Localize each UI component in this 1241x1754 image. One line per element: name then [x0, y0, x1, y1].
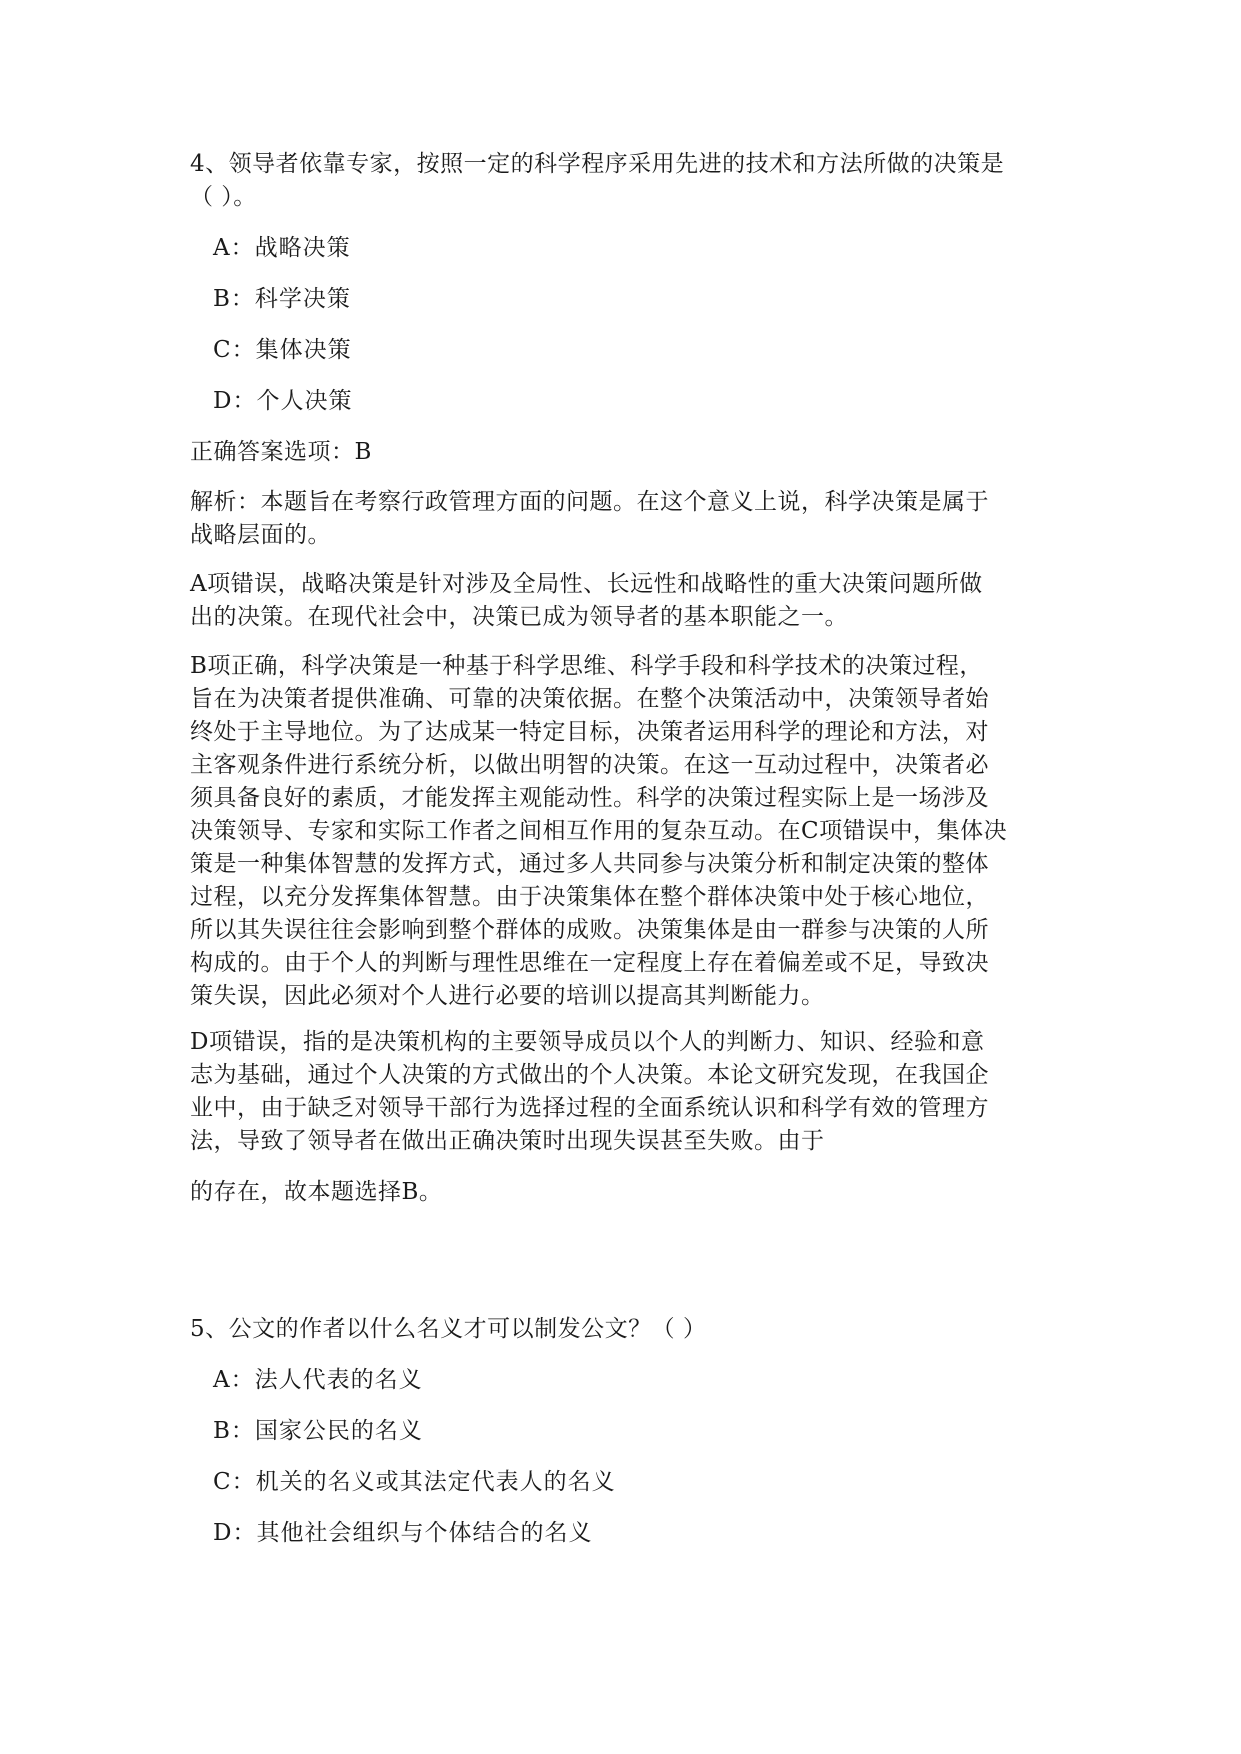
explanation-line: 法，导致了领导者在做出正确决策时出现失误甚至失败。由于 [190, 1128, 825, 1154]
question-5-text: 5、公文的作者以什么名义才可以制发公文？（ ） [190, 1316, 707, 1342]
explanation-line: D项错误，指的是决策机构的主要领导成员以个人的判断力、知识、经验和意 [190, 1029, 985, 1055]
explanation-line: 策是一种集体智慧的发挥方式，通过多人共同参与决策分析和制定决策的整体 [190, 851, 989, 877]
explanation-line: 决策领导、专家和实际工作者之间相互作用的复杂互动。在C项错误中，集体决 [190, 818, 1008, 844]
explanation-line: A项错误，战略决策是针对涉及全局性、长远性和战略性的重大决策问题所做 [190, 571, 983, 597]
explanation-line: 所以其失误往往会影响到整个群体的成败。决策集体是由一群参与决策的人所 [190, 917, 989, 943]
question-5-option-c: C：机关的名义或其法定代表人的名义 [213, 1469, 616, 1495]
question-4-option-b: B：科学决策 [213, 286, 351, 312]
question-4-text [190, 148, 1060, 214]
explanation-line: 须具备良好的素质，才能发挥主观能动性。科学的决策过程实际上是一场涉及 [190, 785, 989, 811]
option-b-explanation [190, 650, 1060, 1013]
explanation-line: 出的决策。在现代社会中，决策已成为领导者的基本职能之一。 [190, 604, 848, 630]
question-5-option-b: B：国家公民的名义 [213, 1418, 423, 1444]
question-4-answer: 正确答案选项：B [190, 439, 372, 465]
explanation-line: 旨在为决策者提供准确、可靠的决策依据。在整个决策活动中，决策领导者始 [190, 686, 989, 712]
question-5-option-d: D：其他社会组织与个体结合的名义 [213, 1520, 593, 1546]
explanation-line: 主客观条件进行系统分析，以做出明智的决策。在这一互动过程中，决策者必 [190, 752, 989, 778]
question-4-line: 4、领导者依靠专家，按照一定的科学程序采用先进的技术和方法所做的决策是 [190, 151, 1005, 177]
question-4-option-c: C：集体决策 [213, 337, 352, 363]
question-4-line: （ ）。 [190, 184, 257, 210]
explanation-line: B项正确，科学决策是一种基于科学思维、科学手段和科学技术的决策过程， [190, 653, 983, 679]
option-d-explanation [190, 1026, 1060, 1158]
analysis-line: 解析：本题旨在考察行政管理方面的问题。在这个意义上说，科学决策是属于 [190, 489, 989, 515]
explanation-line: 终处于主导地位。为了达成某一特定目标，决策者运用科学的理论和方法，对 [190, 719, 989, 745]
question-4-option-a: A：战略决策 [213, 235, 351, 261]
explanation-line: 过程，以充分发挥集体智慧。由于决策集体在整个群体决策中处于核心地位， [190, 884, 989, 910]
option-a-explanation [190, 568, 1060, 634]
analysis-line: 战略层面的。 [190, 522, 331, 548]
question-5-option-a: A：法人代表的名义 [213, 1367, 423, 1393]
explanation-line: 策失误，因此必须对个人进行必要的培训以提高其判断能力。 [190, 983, 825, 1009]
question-4-analysis [190, 486, 1060, 552]
explanation-line: 业中，由于缺乏对领导干部行为选择过程的全面系统认识和科学有效的管理方 [190, 1095, 989, 1121]
explanation-line: 构成的。由于个人的判断与理性思维在一定程度上存在着偏差或不足，导致决 [190, 950, 989, 976]
explanation-line: 志为基础，通过个人决策的方式做出的个人决策。本论文研究发现，在我国企 [190, 1062, 989, 1088]
question-4-option-d: D：个人决策 [213, 388, 353, 414]
question-4-conclusion: 的存在，故本题选择B。 [190, 1179, 443, 1205]
